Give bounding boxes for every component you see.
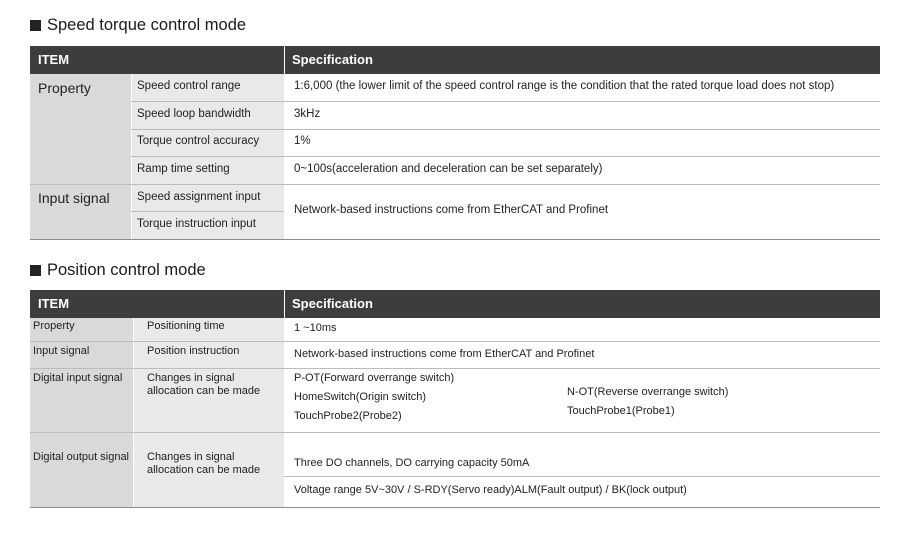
value-ramp-time-setting: 0~100s(acceleration and deceleration can be set separately) [294,163,603,175]
group-input-signal: Input signal [30,184,131,239]
row-divider [30,341,880,342]
group-digital-input: Digital input signal [33,372,123,384]
row-divider [30,432,880,433]
value-speed-loop-bandwidth: 3kHz [294,108,321,120]
label-speed-control-range: Speed control range [137,80,241,92]
value-torque-control-accuracy: 1% [294,135,311,147]
value-touch-probe2: TouchProbe2(Probe2) [294,410,402,422]
row-divider [131,211,284,212]
group-property: Property [33,320,75,332]
label-torque-instruction-input: Torque instruction input [137,218,256,230]
speed-spec-table [30,46,880,240]
table-header [30,290,880,318]
row-divider [131,129,880,130]
row-divider [131,101,880,102]
header-item: ITEM [38,52,70,67]
table-bottom-rule [30,239,880,240]
value-speed-control-range: 1:6,000 (the lower limit of the speed control range is the condition that the rated torque load does not stop) [294,80,835,92]
value-input-signal: Network-based instructions come from EtherCAT and Profinet [294,204,609,216]
row-divider [284,476,880,477]
label-speed-loop-bandwidth: Speed loop bandwidth [137,108,251,120]
table-bottom-rule [30,507,880,508]
value-home-switch: HomeSwitch(Origin switch) [294,391,427,403]
label-digital-input: Changes in signal allocation can be made [147,372,261,397]
value-voltage-range: Voltage range 5V~30V / S-RDY(Servo ready)ALM(Fault output) / BK(lock output) [294,484,687,496]
value-n-ot: N-OT(Reverse overrange switch) [567,386,729,398]
value-position-instruction: Network-based instructions come from EtherCAT and Profinet [294,348,595,360]
group-property: Property [30,74,131,184]
label-digital-output: Changes in signal allocation can be made [147,451,261,476]
speed-section-title: Speed torque control mode [30,16,246,35]
group-digital-output: Digital output signal [33,451,130,463]
table-header [30,46,880,74]
position-spec-table [30,290,880,508]
label-speed-assignment-input: Speed assignment input [137,191,261,203]
label-position-instruction: Position instruction [147,345,240,357]
value-do-channels: Three DO channels, DO carrying capacity 50mA [294,457,530,469]
row-divider [30,184,880,185]
square-bullet-icon [30,265,41,276]
position-section-title: Position control mode [30,261,206,280]
row-divider [131,156,880,157]
label-ramp-time-setting: Ramp time setting [137,163,230,175]
header-spec: Specification [292,296,373,311]
value-p-ot: P-OT(Forward overrange switch) [294,372,455,384]
value-positioning-time: 1 ~10ms [294,322,337,334]
label-positioning-time: Positioning time [147,320,225,332]
header-item: ITEM [38,296,70,311]
value-touch-probe1: TouchProbe1(Probe1) [567,405,675,417]
group-input-signal: Input signal [33,345,90,357]
square-bullet-icon [30,20,41,31]
row-divider [30,368,880,369]
label-torque-control-accuracy: Torque control accuracy [137,135,260,147]
header-spec: Specification [292,52,373,67]
